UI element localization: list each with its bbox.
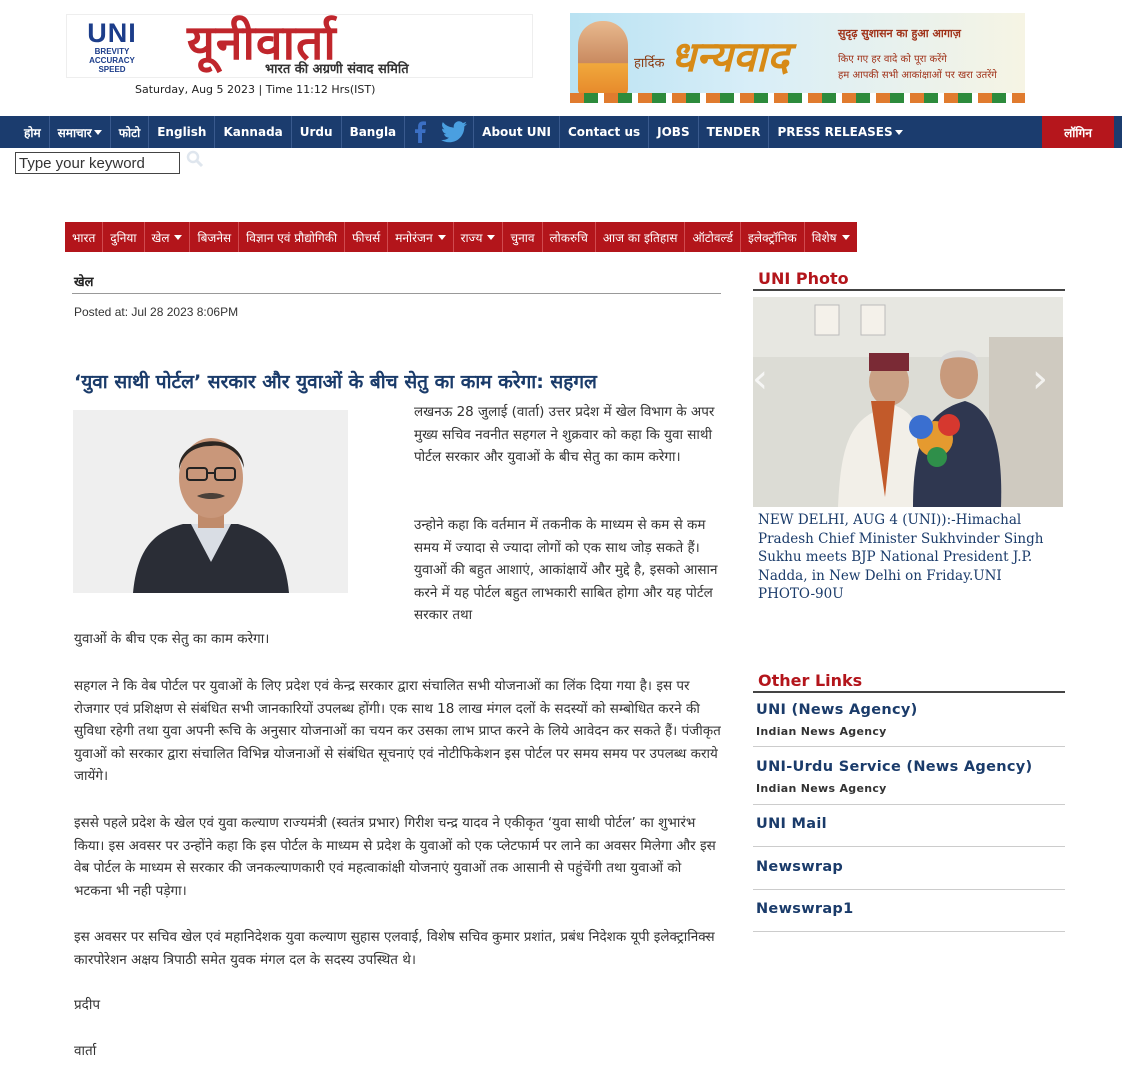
cat-rajya-label: राज्य [460, 230, 483, 245]
article-image [73, 410, 348, 593]
banner-line-1: सुदृढ़ सुशासन का हुआ आगाज़ [838, 27, 961, 40]
chevron-down-icon [895, 130, 903, 135]
other-links-divider [753, 691, 1065, 693]
chevron-down-icon [438, 235, 446, 240]
link-newswrap[interactable]: Newswrap [756, 859, 844, 875]
logo-tagline-1: BREVITY [94, 47, 130, 56]
cat-business[interactable]: बिजनेस [190, 222, 239, 252]
article-paragraph-1: लखनऊ 28 जुलाई (वार्ता) उत्तर प्रदेश में खेल विभाग के अपर मुख्य सचिव नवनीत सहगल ने शुक्रवार को कहा कि युवा साथी पोर्टल सरकार और युवाओं के बीच सेतु का काम करेगा। [414, 404, 715, 465]
nav-press-releases-label: PRESS RELEASES [777, 125, 893, 139]
link-divider [753, 889, 1065, 890]
other-links-heading: Other Links [758, 671, 863, 690]
link-uni-urdu-service-desc: Indian News Agency [756, 782, 887, 795]
date-time: Saturday, Aug 5 2023 | Time 11:12 Hrs(IST) [135, 83, 376, 96]
cat-duniya[interactable]: दुनिया [103, 222, 144, 252]
cat-lokruchi[interactable]: लोकरुचि [543, 222, 596, 252]
brand-subtitle: भारत की अग्रणी संवाद समिति [265, 62, 409, 77]
uni-logo [81, 19, 143, 74]
cat-khel[interactable] [145, 222, 191, 252]
link-uni-mail[interactable]: UNI Mail [756, 816, 827, 832]
photo-prev-arrow[interactable]: ‹ [752, 356, 768, 402]
article-paragraph-2a: उन्होने कहा कि वर्तमान में तकनीक के माध्यम से कम से कम समय में ज्यादा से ज्यादा लोगों को एक साथ जोड़ सकते हैं। युवाओं की बहुत आशाएं, आकांक्षायें और मुद्दे है, इसको आसान करने में यह पोर्टल बहुत लाभकारी साबित होगा और यह पोर्टल सरकार तथा [414, 517, 718, 623]
posted-timestamp: Posted at: Jul 28 2023 8:06PM [74, 305, 239, 319]
uni-photo-image[interactable] [753, 297, 1063, 507]
nav-jobs[interactable]: JOBS [649, 116, 698, 148]
article-paragraph-5: इस अवसर पर सचिव खेल एवं महानिदेशक युवा कल्याण सुहास एलवाई, विशेष सचिव कुमार प्रशांत, प्रबंध निदेशक यूपी इलेक्ट्रानिक्स कारपोरेशन अक्षय त्रिपाठी समेत युवक मंगल दल के सदस्य उपस्थित थे। [74, 929, 715, 968]
photo-next-arrow[interactable]: › [1032, 356, 1048, 402]
cat-rajya[interactable] [454, 222, 504, 252]
article-paragraph-2b: युवाओं के बीच एक सेतु का काम करेगा। [74, 631, 270, 647]
cat-manoranjan-label: मनोरंजन [395, 230, 433, 245]
nav-news[interactable] [50, 116, 111, 148]
nav-news-label: समाचार [57, 125, 92, 140]
nav-tender[interactable]: TENDER [699, 116, 770, 148]
link-uni-urdu-service[interactable]: UNI-Urdu Service (News Agency) [756, 759, 1033, 775]
banner-line-3: हम आपकी सभी आकांक्षाओं पर खरा उतरेंगे [838, 70, 997, 81]
brand-name: यूनीवार्ता [187, 15, 337, 71]
uni-photo-heading: UNI Photo [758, 269, 849, 288]
cat-bharat[interactable]: भारत [65, 222, 103, 252]
banner-strip [570, 93, 1025, 103]
cat-autoworld[interactable]: ऑटोवर्ल्ड [685, 222, 741, 252]
nav-urdu[interactable]: Urdu [292, 116, 342, 148]
cat-manoranjan[interactable] [388, 222, 453, 252]
nav-home[interactable]: होम [0, 116, 50, 148]
nav-bangla[interactable]: Bangla [342, 116, 406, 148]
link-newswrap1[interactable]: Newswrap1 [756, 901, 854, 917]
search-icon[interactable] [186, 150, 204, 172]
logo-tagline-2: ACCURACY [89, 56, 135, 65]
link-divider [753, 804, 1065, 805]
section-label: खेल [74, 275, 94, 290]
nav-press-releases[interactable] [769, 116, 910, 148]
twitter-icon[interactable] [435, 116, 473, 148]
article-author: प्रदीप [74, 997, 101, 1013]
chevron-down-icon [174, 235, 182, 240]
logo-tagline-3: SPEED [98, 65, 126, 74]
banner-portrait [578, 21, 628, 97]
article-agency: वार्ता [74, 1043, 97, 1059]
nav-about-uni[interactable]: About UNI [473, 116, 560, 148]
chevron-down-icon [842, 235, 850, 240]
link-uni-news-agency[interactable]: UNI (News Agency) [756, 702, 918, 718]
category-navigation [65, 222, 857, 252]
article-headline: ‘युवा साथी पोर्टल’ सरकार और युवाओं के बीच सेतु का काम करेगा: सहगल [74, 371, 597, 393]
advertisement-banner[interactable] [570, 13, 1025, 103]
site-logo[interactable] [66, 14, 533, 78]
cat-vishesh-label: विशेष [811, 230, 837, 245]
uni-photo-divider [753, 289, 1065, 291]
nav-kannada[interactable]: Kannada [215, 116, 291, 148]
chevron-down-icon [487, 235, 495, 240]
login-button[interactable]: लॉगिन [1042, 116, 1114, 148]
link-divider [753, 746, 1065, 747]
banner-line-2: किए गए हर वादे को पूरा करेंगे [838, 54, 947, 65]
link-divider [753, 846, 1065, 847]
banner-dhanyavad: धन्यवाद [670, 32, 790, 81]
nav-english[interactable]: English [149, 116, 215, 148]
search-input[interactable] [15, 152, 180, 174]
cat-features[interactable]: फीचर्स [345, 222, 388, 252]
cat-science-tech[interactable]: विज्ञान एवं प्रौद्योगिकी [239, 222, 345, 252]
uni-photo-caption[interactable]: NEW DELHI, AUG 4 (UNI)):-Himachal Pradesh Chief Minister Sukhvinder Singh Sukhu meets BJP National President J.P. Nadda, in New Delhi on Friday.UNI PHOTO-90U [758, 512, 1044, 602]
cat-khel-label: खेल [151, 230, 170, 245]
section-divider [72, 293, 721, 294]
top-navigation [0, 116, 1122, 148]
uni-logo-text: UNI [87, 18, 137, 48]
nav-photo[interactable]: फोटो [111, 116, 150, 148]
cat-aaj-ka-itihas[interactable]: आज का इतिहास [596, 222, 686, 252]
cat-chunav[interactable]: चुनाव [503, 222, 542, 252]
nav-contact-us[interactable]: Contact us [560, 116, 649, 148]
link-divider [753, 931, 1065, 932]
facebook-icon[interactable] [405, 116, 435, 148]
banner-hardik: हार्दिक [634, 56, 665, 71]
cat-electronic[interactable]: इलेक्ट्रॉनिक [741, 222, 805, 252]
link-uni-news-agency-desc: Indian News Agency [756, 725, 887, 738]
article-paragraph-4: इससे पहले प्रदेश के खेल एवं युवा कल्याण राज्यमंत्री (स्वतंत्र प्रभार) गिरीश चन्द्र यादव ने एकीकृत ‘युवा साथी पोर्टल’ का शुभारंभ किया। इस अवसर पर उन्होंने कहा कि इस पोर्टल के माध्यम से प्रदेश के युवाओं को एक प्लेटफार्म पर लाने का अवसर मिलेगा और इस वेब पोर्टल के माध्यम से सरकार की जनकल्याणकारी एवं महत्वाकांक्षी योजनाएं युवाओं तक आसानी से पहुंचेंगी तथा युवाओं को भटकना भी नही पड़ेगा। [74, 815, 716, 899]
cat-vishesh[interactable] [805, 222, 857, 252]
article-paragraph-3: सहगल ने कि वेब पोर्टल पर युवाओं के लिए प्रदेश एवं केन्द्र सरकार द्वारा संचालित सभी योजनाओं का लिंक दिया गया है। इस पर रोजगार एवं प्रशिक्षण से संबंधित सभी जानकारियों उपलब्ध होंगी। एक साथ 18 लाख मंगल दलों के सदस्यों को सम्बोधित करने की सुविधा रहेगी तथा युवा अपनी रूचि के अनुसार योजनाओं का चयन कर उसका लाभ प्राप्त करने के लिये आवेदन कर सकते हैं। पंजीकृत युवाओं को सरकार द्वारा संचालित विभिन्न योजनाओं से संबंधित सूचनाएं एवं नोटीफिकेशन इस पोर्टल पर समय समय पर उपलब्ध कराये जायेंगे। [74, 678, 721, 784]
chevron-down-icon [94, 130, 102, 135]
